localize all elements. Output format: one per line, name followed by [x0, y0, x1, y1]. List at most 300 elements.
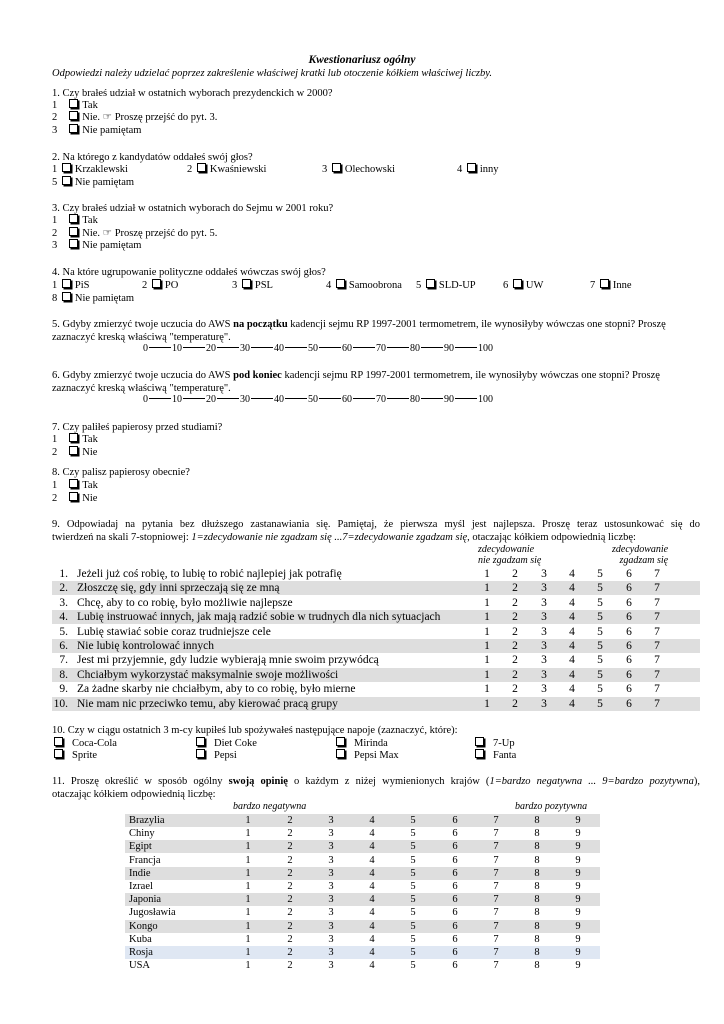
scale-option[interactable]: 3 [328, 881, 334, 892]
scale-line [353, 347, 375, 348]
scale-option[interactable]: 2 [512, 596, 518, 609]
checkbox[interactable] [197, 163, 206, 172]
scale-option[interactable]: 8 [534, 947, 540, 958]
statement-text: Lubię stawiać sobie coraz trudniejsze cele [77, 625, 271, 638]
scale-option[interactable]: 3 [328, 907, 334, 919]
q1-option[interactable]: 2 Nie. ☞ Proszę przejść do pyt. 3. [52, 112, 218, 123]
scale-option[interactable]: 8 [534, 881, 540, 892]
scale-option[interactable]: 9 [575, 933, 581, 945]
scale-option[interactable]: 7 [493, 841, 499, 853]
scale-option[interactable]: 4 [369, 960, 375, 972]
checkbox[interactable] [196, 749, 205, 758]
scale-line [455, 347, 477, 348]
scale-tick[interactable]: 80 [410, 394, 420, 405]
scale-option[interactable]: 1 [484, 582, 490, 595]
scale-option[interactable]: 5 [597, 654, 603, 667]
scale-option[interactable]: 3 [328, 894, 334, 906]
scale-option[interactable]: 9 [575, 881, 581, 892]
scale-option[interactable]: 2 [287, 894, 293, 906]
q4-option[interactable]: 4 Samoobrona [326, 280, 402, 291]
scale-option[interactable]: 3 [328, 960, 334, 972]
scale-option[interactable]: 6 [626, 568, 632, 580]
scale-option[interactable]: 8 [534, 815, 540, 826]
scale-tick[interactable]: 90 [444, 394, 454, 405]
scale-tick[interactable]: 10 [172, 343, 182, 354]
scale-option[interactable]: 3 [328, 947, 334, 958]
scale-option[interactable]: 4 [569, 683, 575, 696]
scale-option[interactable]: 6 [452, 920, 458, 932]
scale-option[interactable]: 7 [493, 828, 499, 840]
scale-option[interactable]: 1 [484, 568, 490, 580]
scale-option[interactable]: 5 [410, 960, 416, 972]
statement-text: Jeżeli już coś robię, to lubię to robić najlepiej jak potrafię [77, 568, 342, 580]
scale-option[interactable]: 6 [626, 640, 632, 652]
scale-option[interactable]: 1 [484, 654, 490, 667]
checkbox[interactable] [332, 163, 341, 172]
table-row [125, 959, 600, 972]
scale-option[interactable]: 4 [369, 894, 375, 906]
checkbox[interactable] [475, 749, 484, 758]
scale-tick[interactable]: 80 [410, 343, 420, 354]
scale-option[interactable]: 6 [452, 933, 458, 945]
scale-option[interactable]: 8 [534, 841, 540, 853]
scale-option[interactable]: 8 [534, 960, 540, 972]
scale-option[interactable]: 2 [287, 960, 293, 972]
scale-tick[interactable]: 0 [143, 394, 148, 405]
scale-option[interactable]: 4 [369, 841, 375, 853]
scale-option[interactable]: 7 [654, 625, 660, 638]
checkbox[interactable] [69, 99, 78, 108]
scale-option[interactable]: 1 [484, 596, 490, 609]
scale-option[interactable]: 2 [512, 582, 518, 595]
scale-option[interactable]: 7 [493, 947, 499, 958]
scale-option[interactable]: 2 [287, 947, 293, 958]
scale-option[interactable]: 7 [654, 654, 660, 667]
scale-tick[interactable]: 20 [206, 343, 216, 354]
scale-tick[interactable]: 90 [444, 343, 454, 354]
q8-option[interactable]: 2 Nie [52, 493, 98, 504]
table-row [125, 867, 600, 880]
table-row [52, 596, 700, 610]
scale-line [387, 347, 409, 348]
checkbox[interactable] [196, 737, 205, 746]
scale-option[interactable]: 3 [541, 596, 547, 609]
scale-line [421, 398, 443, 399]
scale-option[interactable]: 6 [452, 867, 458, 879]
scale-option[interactable]: 6 [452, 854, 458, 866]
scale-option[interactable]: 1 [245, 947, 251, 958]
scale-option[interactable]: 5 [410, 815, 416, 826]
scale-option[interactable]: 3 [541, 683, 547, 696]
q7-option[interactable]: 2 Nie [52, 447, 98, 458]
scale-option[interactable]: 2 [512, 697, 518, 710]
q4-option[interactable]: 6 UW [503, 280, 544, 291]
scale-option[interactable]: 2 [512, 654, 518, 667]
scale-option[interactable]: 2 [287, 854, 293, 866]
scale-option[interactable]: 1 [245, 920, 251, 932]
drink-label: Sprite [72, 750, 98, 761]
q1-option[interactable]: 3 Nie pamiętam [52, 125, 142, 136]
scale-option[interactable]: 6 [452, 947, 458, 958]
q11-right-header: bardzo pozytywna [515, 801, 588, 812]
q2-option[interactable]: 2 Kwaśniewski [187, 164, 267, 175]
drink-option[interactable] [473, 749, 516, 762]
scale-option[interactable]: 1 [245, 933, 251, 945]
scale-option[interactable]: 7 [493, 960, 499, 972]
checkbox[interactable] [69, 124, 78, 133]
table-row [125, 933, 600, 946]
q5-question-line2: zaznaczyć kreską właściwą "temperaturę". [52, 332, 231, 343]
scale-option[interactable]: 7 [654, 582, 660, 595]
statement-text: Nie mam nic przeciwko temu, aby kierować pracą grupy [77, 697, 338, 710]
scale-option[interactable]: 1 [245, 854, 251, 866]
q3-option[interactable]: 3 Nie pamiętam [52, 240, 142, 251]
scale-option[interactable]: 4 [569, 668, 575, 681]
country-name: Francja [129, 854, 161, 866]
checkbox[interactable] [69, 227, 78, 236]
scale-option[interactable]: 8 [534, 907, 540, 919]
q7-option[interactable]: 1 Tak [52, 434, 98, 445]
scale-option[interactable]: 6 [626, 582, 632, 595]
item-number: 5. [59, 625, 68, 638]
thermometer-scale[interactable] [143, 394, 493, 405]
scale-option[interactable]: 3 [328, 867, 334, 879]
scale-option[interactable]: 1 [484, 611, 490, 624]
scale-option[interactable]: 5 [410, 867, 416, 879]
q2-question: 2. Na którego z kandydatów oddałeś swój głos? [52, 152, 253, 163]
q2-option[interactable]: 5 Nie pamiętam [52, 177, 135, 188]
scale-option[interactable]: 6 [452, 894, 458, 906]
scale-tick[interactable]: 60 [342, 394, 352, 405]
scale-option[interactable]: 9 [575, 947, 581, 958]
table-row [125, 920, 600, 933]
checkbox[interactable] [69, 492, 78, 501]
scale-option[interactable]: 5 [597, 697, 603, 710]
checkbox[interactable] [242, 279, 251, 288]
q4-option[interactable]: 1 PiS [52, 280, 90, 291]
checkbox[interactable] [336, 749, 345, 758]
scale-option[interactable]: 1 [245, 841, 251, 853]
scale-line [149, 347, 171, 348]
checkbox[interactable] [475, 737, 484, 746]
scale-option[interactable]: 1 [245, 960, 251, 972]
scale-option[interactable]: 8 [534, 933, 540, 945]
scale-option[interactable]: 5 [410, 920, 416, 932]
scale-option[interactable]: 7 [493, 854, 499, 866]
scale-option[interactable]: 1 [245, 828, 251, 840]
scale-option[interactable]: 1 [484, 697, 490, 710]
scale-option[interactable]: 6 [626, 668, 632, 681]
scale-option[interactable]: 8 [534, 894, 540, 906]
checkbox[interactable] [513, 279, 522, 288]
scale-option[interactable]: 7 [654, 640, 660, 652]
scale-option[interactable]: 6 [452, 815, 458, 826]
scale-option[interactable]: 6 [452, 960, 458, 972]
scale-option[interactable]: 6 [626, 611, 632, 624]
drink-option[interactable] [52, 749, 97, 762]
scale-tick[interactable]: 50 [308, 394, 318, 405]
scale-option[interactable]: 5 [597, 625, 603, 638]
scale-option[interactable]: 5 [597, 596, 603, 609]
scale-option[interactable]: 1 [484, 625, 490, 638]
scale-line [251, 398, 273, 399]
statement-text: Jest mi przyjemnie, gdy ludzie wybierają mnie swoim przywódcą [77, 654, 379, 667]
scale-option[interactable]: 4 [569, 568, 575, 580]
scale-option[interactable]: 4 [569, 611, 575, 624]
scale-option[interactable]: 6 [626, 596, 632, 609]
scale-option[interactable]: 3 [541, 654, 547, 667]
statement-text: Nie lubię kontrolować innych [77, 640, 215, 652]
scale-option[interactable]: 5 [597, 568, 603, 580]
table-row [125, 893, 600, 906]
q4-question: 4. Na które ugrupowanie polityczne oddałeś wówczas swój głos? [52, 267, 326, 278]
scale-option[interactable]: 5 [410, 894, 416, 906]
scale-option[interactable]: 6 [626, 654, 632, 667]
q3-option[interactable]: 1 Tak [52, 215, 98, 226]
scale-option[interactable]: 4 [369, 920, 375, 932]
scale-option[interactable]: 4 [369, 947, 375, 958]
scale-option[interactable]: 5 [597, 683, 603, 696]
checkbox[interactable] [426, 279, 435, 288]
scale-option[interactable]: 8 [534, 854, 540, 866]
scale-option[interactable]: 2 [287, 907, 293, 919]
scale-option[interactable]: 3 [541, 568, 547, 580]
scale-option[interactable]: 9 [575, 920, 581, 932]
checkbox[interactable] [54, 749, 63, 758]
scale-option[interactable]: 3 [328, 933, 334, 945]
checkbox[interactable] [69, 214, 78, 223]
scale-option[interactable]: 3 [328, 828, 334, 840]
item-number: 8. [59, 668, 68, 681]
country-name: Brazylia [129, 815, 165, 826]
checkbox[interactable] [336, 737, 345, 746]
country-name: Kongo [129, 920, 158, 932]
thermometer-scale[interactable] [143, 343, 493, 354]
scale-option[interactable]: 5 [597, 640, 603, 652]
q2-option[interactable]: 3 Olechowski [322, 164, 396, 175]
scale-option[interactable]: 9 [575, 828, 581, 840]
scale-tick[interactable]: 50 [308, 343, 318, 354]
checkbox[interactable] [152, 279, 161, 288]
scale-option[interactable]: 6 [452, 881, 458, 892]
scale-option[interactable]: 3 [328, 841, 334, 853]
scale-tick[interactable]: 60 [342, 343, 352, 354]
scale-option[interactable]: 2 [512, 611, 518, 624]
scale-option[interactable]: 1 [484, 668, 490, 681]
checkbox[interactable] [62, 279, 71, 288]
q8-option[interactable]: 1 Tak [52, 480, 98, 491]
item-number: 1. [59, 568, 68, 580]
scale-option[interactable]: 8 [534, 867, 540, 879]
scale-option[interactable]: 2 [287, 828, 293, 840]
scale-option[interactable]: 6 [626, 697, 632, 710]
table-row [52, 668, 700, 682]
scale-option[interactable]: 1 [245, 815, 251, 826]
scale-option[interactable]: 4 [369, 881, 375, 892]
scale-option[interactable]: 1 [245, 894, 251, 906]
scale-option[interactable]: 6 [626, 683, 632, 696]
scale-option[interactable]: 5 [597, 668, 603, 681]
scale-option[interactable]: 9 [575, 907, 581, 919]
scale-option[interactable]: 4 [569, 625, 575, 638]
scale-option[interactable]: 7 [654, 568, 660, 580]
scale-option[interactable]: 1 [484, 640, 490, 652]
scale-option[interactable]: 5 [410, 854, 416, 866]
scale-option[interactable]: 7 [493, 881, 499, 892]
country-name: USA [129, 960, 151, 972]
q4-option[interactable]: 7 Inne [590, 280, 632, 291]
scale-option[interactable]: 5 [410, 933, 416, 945]
scale-option[interactable]: 7 [493, 894, 499, 906]
scale-option[interactable]: 3 [541, 611, 547, 624]
q1-option[interactable]: 1 Tak [52, 100, 98, 111]
scale-option[interactable]: 4 [569, 654, 575, 667]
q2-option[interactable]: 1 Krzaklewski [52, 164, 128, 175]
q4-option[interactable]: 8 Nie pamiętam [52, 293, 135, 304]
scale-tick[interactable]: 0 [143, 343, 148, 354]
table-row [125, 827, 600, 840]
scale-option[interactable]: 3 [328, 815, 334, 826]
scale-option[interactable]: 2 [287, 881, 293, 892]
scale-option[interactable]: 3 [328, 854, 334, 866]
scale-tick[interactable]: 30 [240, 394, 250, 405]
scale-option[interactable]: 2 [287, 920, 293, 932]
scale-option[interactable]: 5 [597, 582, 603, 595]
q1-question: 1. Czy brałeś udział w ostatnich wyborach prezydenckich w 2000? [52, 88, 333, 99]
scale-option[interactable]: 4 [369, 828, 375, 840]
checkbox[interactable] [62, 176, 71, 185]
scale-option[interactable]: 4 [369, 933, 375, 945]
scale-option[interactable]: 2 [512, 668, 518, 681]
q4-option[interactable]: 3 PSL [232, 280, 273, 291]
q9-left-header: zdecydowanie nie zgadzam się [478, 544, 542, 566]
scale-option[interactable]: 7 [654, 668, 660, 681]
q4-option[interactable]: 5 SLD-UP [416, 280, 476, 291]
scale-tick[interactable]: 70 [376, 394, 386, 405]
scale-option[interactable]: 9 [575, 960, 581, 972]
scale-option[interactable]: 6 [452, 828, 458, 840]
scale-option[interactable]: 4 [569, 697, 575, 710]
checkbox[interactable] [336, 279, 345, 288]
scale-option[interactable]: 4 [569, 582, 575, 595]
checkbox[interactable] [54, 737, 63, 746]
drink-option[interactable] [334, 749, 399, 762]
drink-label: Fanta [493, 750, 517, 761]
scale-tick[interactable]: 30 [240, 343, 250, 354]
scale-option[interactable]: 3 [541, 625, 547, 638]
scale-option[interactable]: 6 [452, 907, 458, 919]
scale-option[interactable]: 6 [452, 841, 458, 853]
table-row [52, 581, 700, 595]
scale-option[interactable]: 1 [245, 881, 251, 892]
checkbox[interactable] [467, 163, 476, 172]
country-name: Chiny [129, 828, 155, 840]
scale-option[interactable]: 3 [541, 668, 547, 681]
q2-option[interactable]: 4 inny [457, 164, 499, 175]
scale-option[interactable]: 2 [512, 625, 518, 638]
statement-text: Chcę, aby to co robię, było możliwie najlepsze [77, 596, 293, 609]
scale-tick[interactable]: 10 [172, 394, 182, 405]
checkbox[interactable] [69, 111, 78, 120]
scale-option[interactable]: 2 [287, 933, 293, 945]
scale-option[interactable]: 4 [369, 867, 375, 879]
scale-option[interactable]: 5 [410, 947, 416, 958]
scale-option[interactable]: 5 [597, 611, 603, 624]
scale-option[interactable]: 4 [569, 596, 575, 609]
scale-option[interactable]: 4 [569, 640, 575, 652]
scale-option[interactable]: 9 [575, 894, 581, 906]
scale-option[interactable]: 9 [575, 854, 581, 866]
scale-option[interactable]: 2 [287, 867, 293, 879]
scale-option[interactable]: 5 [410, 828, 416, 840]
scale-tick[interactable]: 100 [478, 343, 493, 354]
item-number: 4. [59, 611, 68, 624]
scale-option[interactable]: 9 [575, 815, 581, 826]
scale-tick[interactable]: 20 [206, 394, 216, 405]
scale-option[interactable]: 3 [328, 920, 334, 932]
scale-option[interactable]: 1 [245, 867, 251, 879]
checkbox[interactable] [69, 479, 78, 488]
scale-option[interactable]: 7 [493, 907, 499, 919]
checkbox[interactable] [600, 279, 609, 288]
scale-option[interactable]: 5 [410, 841, 416, 853]
scale-option[interactable]: 4 [369, 854, 375, 866]
q4-option[interactable]: 2 PO [142, 280, 179, 291]
scale-option[interactable]: 3 [541, 697, 547, 710]
scale-option[interactable]: 4 [369, 907, 375, 919]
scale-option[interactable]: 2 [287, 841, 293, 853]
scale-option[interactable]: 7 [654, 611, 660, 624]
scale-tick[interactable]: 40 [274, 394, 284, 405]
scale-option[interactable]: 1 [484, 683, 490, 696]
scale-option[interactable]: 3 [541, 640, 547, 652]
q3-option[interactable]: 2 Nie. ☞ Proszę przejść do pyt. 5. [52, 228, 218, 239]
q9-question: 9. Odpowiadaj na pytania bez dłuższego zastanawiania się. Pamiętaj, że pierwsza myśl jest najlepsza. Proszę teraz ustosunkować się do [52, 519, 700, 530]
scale-option[interactable]: 9 [575, 841, 581, 853]
scale-option[interactable]: 7 [493, 933, 499, 945]
scale-option[interactable]: 8 [534, 828, 540, 840]
scale-option[interactable]: 2 [512, 683, 518, 696]
scale-option[interactable]: 2 [512, 568, 518, 580]
scale-option[interactable]: 7 [654, 596, 660, 609]
scale-option[interactable]: 1 [245, 907, 251, 919]
checkbox[interactable] [69, 433, 78, 442]
scale-option[interactable]: 7 [654, 683, 660, 696]
scale-option[interactable]: 3 [541, 582, 547, 595]
scale-option[interactable]: 9 [575, 867, 581, 879]
scale-option[interactable]: 7 [493, 815, 499, 826]
scale-option[interactable]: 5 [410, 907, 416, 919]
drink-option[interactable] [194, 749, 237, 762]
scale-option[interactable]: 7 [493, 920, 499, 932]
scale-option[interactable]: 7 [654, 697, 660, 710]
scale-tick[interactable]: 100 [478, 394, 493, 405]
scale-option[interactable]: 4 [369, 815, 375, 826]
scale-option[interactable]: 5 [410, 881, 416, 892]
checkbox[interactable] [69, 446, 78, 455]
scale-option[interactable]: 2 [512, 640, 518, 652]
scale-tick[interactable]: 70 [376, 343, 386, 354]
scale-option[interactable]: 6 [626, 625, 632, 638]
scale-option[interactable]: 7 [493, 867, 499, 879]
scale-option[interactable]: 2 [287, 815, 293, 826]
q5-question: 5. Gdyby zmierzyć twoje uczucia do AWS na początku kadencji sejmu RP 1997-2001 termometrem, ile wynosiłyby wówczas one stopni? Proszę [52, 319, 666, 330]
checkbox[interactable] [62, 292, 71, 301]
scale-tick[interactable]: 40 [274, 343, 284, 354]
checkbox[interactable] [62, 163, 71, 172]
scale-option[interactable]: 8 [534, 920, 540, 932]
checkbox[interactable] [69, 239, 78, 248]
